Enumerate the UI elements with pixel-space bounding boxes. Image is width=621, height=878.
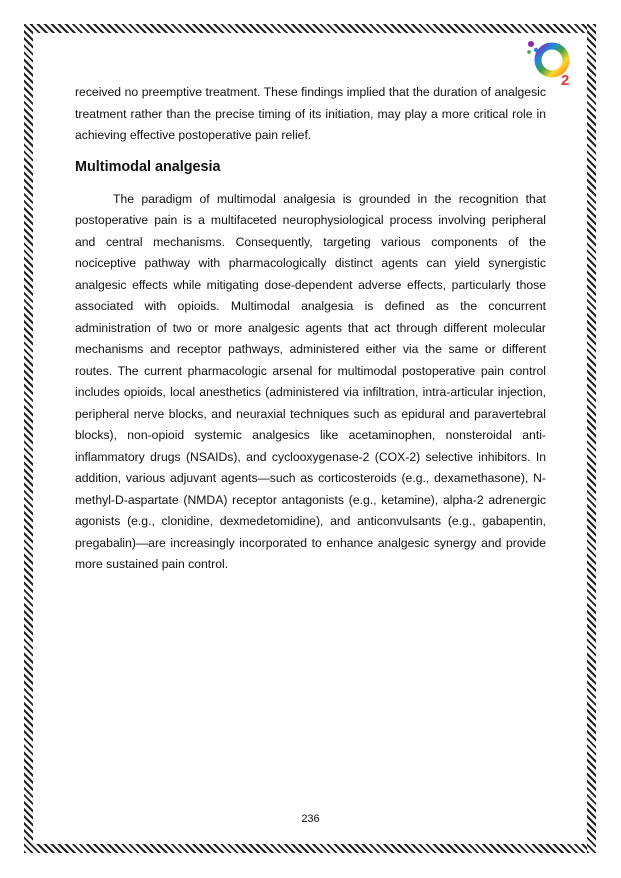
page-border-left	[24, 24, 33, 853]
section-heading: Multimodal analgesia	[75, 158, 221, 175]
page-content	[75, 82, 546, 576]
page-border-bottom	[24, 844, 596, 853]
page-number: 236	[301, 813, 320, 825]
body-paragraph: The paradigm of multimodal analgesia is grounded in the recognition that postoperative pain is a multifaceted neurophysiological process involving peripheral and central mechanisms. Consequently, targeting various components of the nociceptive pathway with pharmacologically distinct agents can yield synergistic analgesic effects while mitigating dose-dependent adverse effects, particularly those associated with opioids. Multimodal analgesia is defined as the concurrent administration of two or more analgesic agents that act through different molecular mechanisms and receptor pathways, administered either via the same or different routes. The current pharmacologic arsenal for multimodal postoperative pain control includes opioids, local anesthetics (administered via infiltration, intra-articular injection, peripheral nerve blocks, and neuraxial techniques such as epidural and paravertebral blocks), non-opioid systemic analgesics like acetaminophen, nonsteroidal anti-inflammatory drugs (NSAIDs), and cyclooxygenase-2 (COX-2) selective inhibitors. In addition, various adjuvant agents—such as corticosteroids (e.g., dexamethasone), N-methyl-D-aspartate (NMDA) receptor antagonists (e.g., ketamine), alpha-2 adrenergic agonists (e.g., clonidine, dexmedetomidine), and anticonvulsants (e.g., gabapentin, pregabalin)—are increasingly incorporated to enhance analgesic synergy and provide more sustained pain control.	[75, 191, 546, 571]
svg-text:2: 2	[561, 72, 570, 88]
page-border-right	[587, 24, 596, 853]
o2-logo-icon	[522, 38, 580, 88]
page-border-top	[24, 24, 596, 33]
intro-paragraph: received no preemptive treatment. These findings implied that the duration of analgesic treatment rather than the precise timing of its initiation, may play a more critical role in achieving effective postoperative pain relief.	[75, 85, 546, 142]
